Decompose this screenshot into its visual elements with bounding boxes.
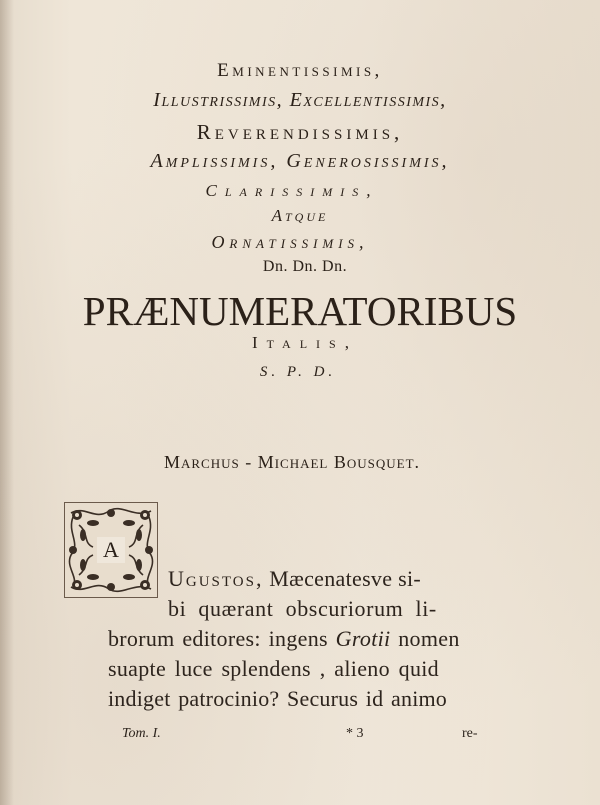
dedication-line-6: Atque: [271, 206, 329, 225]
paragraph-line-4: suapte luce splendens , alieno quid: [108, 656, 439, 681]
paragraph-line-3-end: nomen: [390, 626, 460, 651]
paragraph-line-2: bi quærant obscuriorum li-: [168, 596, 437, 621]
dedication-line-4: Amplissimis, Generosissimis,: [150, 150, 450, 172]
dedication-line-3: Reverendissimis,: [196, 120, 404, 144]
paragraph-line-1-rest: Mæcenatesve si-: [263, 566, 422, 591]
paragraph-first-word: Ugustos,: [168, 566, 264, 591]
floral-ornament-icon: [64, 502, 158, 598]
author-name: Marchus - Michael Bousquet.: [163, 452, 421, 472]
dedication-line-8: Dn. Dn. Dn.: [262, 258, 348, 275]
volume-label: Tom. I.: [122, 726, 161, 741]
paragraph-line-5: indiget patrocinio? Securus id animo: [108, 686, 448, 711]
dedication-line-10: Italis,: [252, 333, 358, 352]
dedication-line-2: Illustrissimis, Excellentissimis,: [153, 89, 447, 111]
dedication-line-1: Eminentissimis,: [217, 60, 383, 81]
salutation: S. P. D.: [259, 364, 337, 380]
paragraph-line-3-start: brorum editores: ingens: [108, 626, 328, 651]
signature-mark: * 3: [346, 726, 364, 741]
catchword: re-: [462, 726, 478, 741]
initial-letter-box: [65, 503, 157, 597]
dedication-line-7: Ornatissimis,: [211, 232, 369, 252]
dedication-line-5: Clarissimis,: [205, 181, 379, 200]
grotii-italic: Grotii: [335, 626, 391, 651]
dedication-title: PRÆNUMERATORIBUS: [82, 288, 518, 334]
initial-letter: A: [97, 537, 125, 563]
paragraph-line-1: [168, 566, 421, 592]
paragraph-line-3: [108, 626, 460, 652]
